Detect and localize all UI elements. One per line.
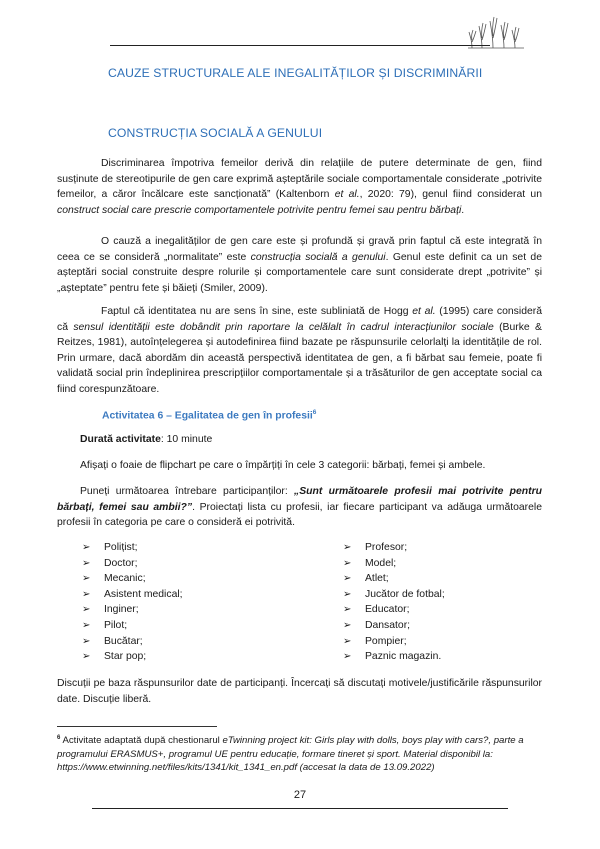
profession-item [82,571,183,587]
section-title: CONSTRUCȚIA SOCIALĂ A GENULUI [108,126,323,140]
profession-item [82,618,183,634]
activity-duration: Durată activitate: 10 minute [80,434,213,445]
paragraph-3: Faptul că identitatea nu are sens în sine, este subliniată de Hogg et al. (1995) care consideră că sensul identității este dobândit prin raportare la celălalt în cadrul interacțiunilor sociale (Burke & Reitzes, 1981), autoînțelegerea și autodefinirea fiind bazate pe răspunsurile celorlalți la identitățile de rol. Prin urmare, dacă abordăm din această perspectivă identitatea de gen, a fi bărbat sau femeie, poate fi validată social prin îndeplinirea prescripțiilor comportamentale și a trăsăturilor de gen acceptate social ca fiind corespunzătoare. [57,306,542,395]
flipchart-instruction: Afișați o foaie de flipchart pe care o împărțiți în cele 3 categorii: bărbați, femei și ambele. [80,460,486,471]
profession-label: Dansator; [365,619,411,631]
activity-title: Activitatea 6 – Egalitatea de gen în profesii$^6$ [102,409,317,422]
arrow-bullet-icon: ➢ [82,651,91,663]
arrow-bullet-icon: ➢ [343,604,352,616]
profession-item [82,556,183,572]
arrow-bullet-icon: ➢ [82,557,91,569]
profession-label: Inginer; [104,604,139,616]
profession-label: Educator; [365,604,410,616]
profession-label: Model; [365,557,397,569]
profession-label: Atlet; [365,573,389,585]
arrow-bullet-icon: ➢ [343,573,352,585]
profession-label: Pilot; [104,619,128,631]
arrow-bullet-icon: ➢ [82,588,91,600]
arrow-bullet-icon: ➢ [82,604,91,616]
profession-label: Asistent medical; [104,588,183,600]
profession-label: Paznic magazin. [365,651,442,663]
arrow-bullet-icon: ➢ [343,557,352,569]
profession-label: Polițist; [104,542,138,553]
arrow-bullet-icon: ➢ [343,635,352,647]
footnote-rule [57,726,217,727]
profession-item [343,602,445,618]
profession-label: Bucătar; [104,635,143,647]
professions-list-left [82,540,183,665]
profession-label: Jucător de fotbal; [365,588,445,600]
profession-item [343,649,445,665]
footnote: $^6$ Activitate adaptată după chestionarul eTwinning project kit: Girls play with dolls, boys play with cars?, parte a programului ERASMUS+, programul UE pentru educație, formare tineret și sport. Material disponibil la: https://www.etwinning.net/files/kits/1341/kit_1341_en.pdf (accesat la data de 13.09.2022) [57,735,524,773]
profession-item [343,618,445,634]
arrow-bullet-icon: ➢ [343,619,352,631]
closing-instruction: Discuții pe baza răspunsurilor date de participanți. Încercați să discutați motivele/justificările răspunsurilor date. Discuție liberă. [57,678,542,705]
profession-item [343,587,445,603]
profession-item [343,540,445,556]
chapter-heading: CAUZE STRUCTURALE ALE INEGALITĂȚILOR ȘI DISCRIMINĂRII [108,66,483,80]
arrow-bullet-icon: ➢ [343,651,352,663]
professions-list-right [343,540,445,665]
header-rule [110,45,490,46]
arrow-bullet-icon: ➢ [343,588,352,600]
profession-label: Star pop; [104,651,147,663]
arrow-bullet-icon: ➢ [82,542,91,553]
profession-item [82,587,183,603]
footnote-reference[interactable]: 6 [312,409,317,416]
arrow-bullet-icon: ➢ [82,635,91,647]
paragraph-1: Discriminarea împotriva femeilor derivă din relațiile de putere determinate de gen, fiind susținute de stereotipurile de gen care exprimă așteptările sociale comportamentale considerate „potrivite femeilor, a căror încălcare este sancționată” (Kaltenborn et al., 2020: 79), genul fiind considerat un construct social care prescrie comportamentele potrivite pentru femei sau pentru bărbați. [57,158,542,216]
question-instruction: Puneți următoarea întrebare participanților: „Sunt următoarele profesii mai potrivite pentru bărbați, femei sau ambii?”. Proiectați lista cu profesii, iar fiecare participant va adăuga următoarele profesii în categoria pe care o consideră ei potrivită. [57,486,542,529]
profession-item [82,649,183,665]
profession-item [82,602,183,618]
arrow-bullet-icon: ➢ [82,619,91,631]
profession-item [343,571,445,587]
profession-item [343,556,445,572]
profession-item [343,634,445,650]
profession-label: Doctor; [104,557,138,569]
profession-item [82,634,183,650]
arrow-bullet-icon: ➢ [82,573,91,585]
footer-rule [92,808,508,809]
page-number: 27 [293,789,307,801]
paragraph-2: O cauză a inegalităților de gen care este și profundă și gravă prin faptul că este integrată în ceea ce se consideră „normalitate” este construcția socială a genului. Genul este definit ca un set de așteptări social construite despre rolurile și comportamentele care sunt considerate drept „potrivite” și „așteptate” pentru fete și băieți (Smiler, 2009). [57,236,542,294]
profession-label: Mecanic; [104,573,146,585]
profession-label: Profesor; [365,542,408,553]
profession-label: Pompier; [365,635,407,647]
arrow-bullet-icon: ➢ [343,542,352,553]
profession-item [82,540,183,556]
